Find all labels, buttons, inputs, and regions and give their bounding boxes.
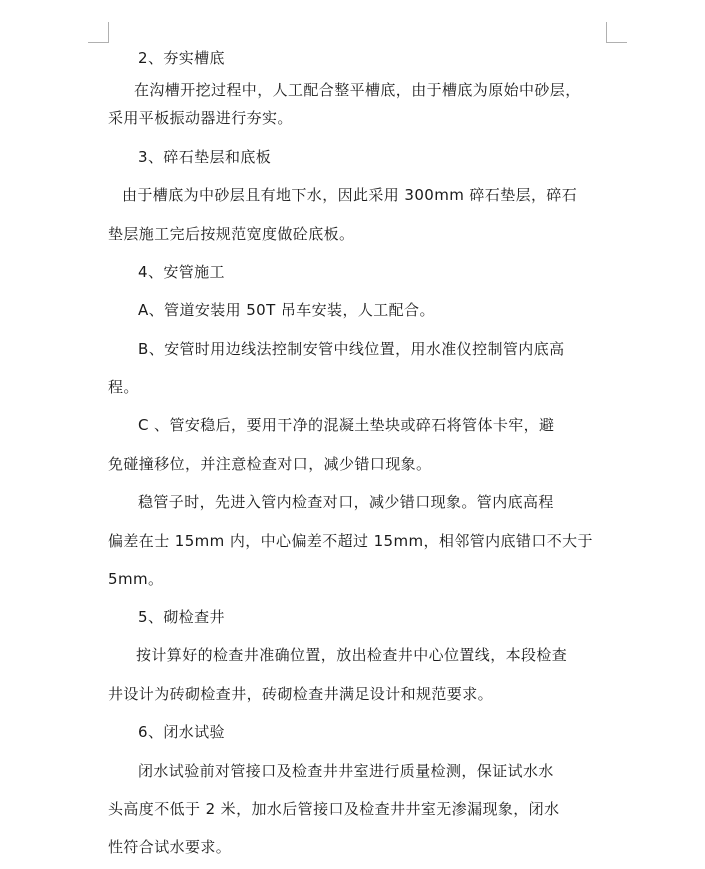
crop-mark-top-left: [88, 22, 109, 43]
section-heading: 2、夯实槽底: [138, 49, 225, 67]
paragraph-line: 5mm。: [108, 570, 164, 588]
section-heading: 6、闭水试验: [138, 723, 225, 741]
list-item-continuation: 程。: [108, 378, 139, 396]
paragraph-line: 在沟槽开挖过程中，人工配合整平槽底，由于槽底为原始中砂层，: [134, 81, 581, 99]
paragraph-line: 由于槽底为中砂层且有地下水，因此采用 300mm 碎石垫层，碎石: [122, 186, 578, 204]
section-heading: 5、砌检查井: [138, 608, 225, 626]
section-heading: 4、安管施工: [138, 263, 225, 281]
list-item: B、安管时用边线法控制安管中线位置，用水准仪控制管内底高: [138, 340, 565, 358]
crop-mark-top-right: [606, 22, 627, 43]
paragraph-line: 采用平板振动器进行夯实。: [108, 109, 293, 127]
paragraph-line: 垫层施工完后按规范宽度做砼底板。: [108, 225, 355, 243]
paragraph-line: 按计算好的检查井准确位置，放出检查井中心位置线，本段检查: [136, 646, 568, 664]
paragraph-line: 偏差在士 15mm 内，中心偏差不超过 15mm，相邻管内底错口不大于: [108, 532, 593, 550]
section-heading: 3、碎石垫层和底板: [138, 148, 272, 166]
paragraph-line: 闭水试验前对管接口及检查井井室进行质量检测，保证试水水: [138, 762, 554, 780]
list-item-continuation: 免碰撞移位，并注意检查对口，减少错口现象。: [108, 455, 432, 473]
paragraph-line: 性符合试水要求。: [108, 838, 232, 856]
paragraph-line: 井设计为砖砌检查井，砖砌检查井满足设计和规范要求。: [108, 685, 494, 703]
list-item: A、管道安装用 50T 吊车安装，人工配合。: [138, 301, 435, 319]
paragraph-line: 头高度不低于 2 米，加水后管接口及检查井井室无渗漏现象，闭水: [108, 800, 560, 818]
paragraph-line: 稳管子时，先进入管内检查对口，减少错口现象。管内底高程: [138, 493, 554, 511]
list-item: C 、管安稳后，要用干净的混凝土垫块或碎石将管体卡牢，避: [138, 416, 555, 434]
